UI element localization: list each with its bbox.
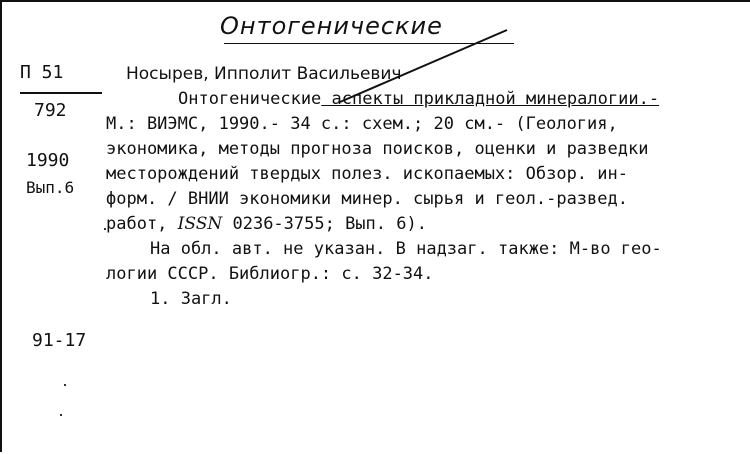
series-line-4 xyxy=(106,212,746,237)
shelf-number: 792 xyxy=(34,100,67,121)
scan-speck xyxy=(104,228,106,230)
title-lead: Онтогенические xyxy=(178,89,322,109)
author: Носырев, Ипполит Васильевич xyxy=(126,64,402,84)
scan-speck xyxy=(60,414,62,416)
note-line-1: На обл. авт. не указан. В надзаг. также: М-во гео- xyxy=(150,239,662,259)
volume: Вып.6 xyxy=(26,178,75,197)
bibliographic-entry xyxy=(106,62,746,312)
series-line-4-rest: 0236-3755; Вып. 6). xyxy=(222,214,427,234)
handwritten-heading: Онтогенические xyxy=(220,12,443,40)
call-number-divider xyxy=(20,92,102,94)
series-line-1: экономика, методы прогноза поисков, оценки и разведки xyxy=(106,139,649,159)
title-rest: аспекты прикладной минералогии.- xyxy=(321,89,660,109)
year: 1990 xyxy=(26,150,70,171)
issn-label: ISSN xyxy=(177,214,223,234)
series-line-3: форм. / ВНИИ экономики минер. сырья и геол.-развед. xyxy=(106,189,628,209)
title-line xyxy=(106,87,746,112)
series-line-2: месторождений твердых полез. ископаемых: Обзор. ин- xyxy=(106,164,628,184)
imprint-line: М.: ВИЭМС, 1990.- 34 с.: схем.; 20 см.- (Геология, xyxy=(106,114,618,134)
series-line-4-prefix: работ, xyxy=(106,214,178,234)
card-code: 91-17 xyxy=(32,330,87,351)
tracing: 1. Загл. xyxy=(150,289,232,309)
note-line-2: логии СССР. Библиогр.: с. 32-34. xyxy=(106,264,434,284)
call-number: П 51 xyxy=(20,62,64,83)
scan-speck xyxy=(64,384,66,386)
